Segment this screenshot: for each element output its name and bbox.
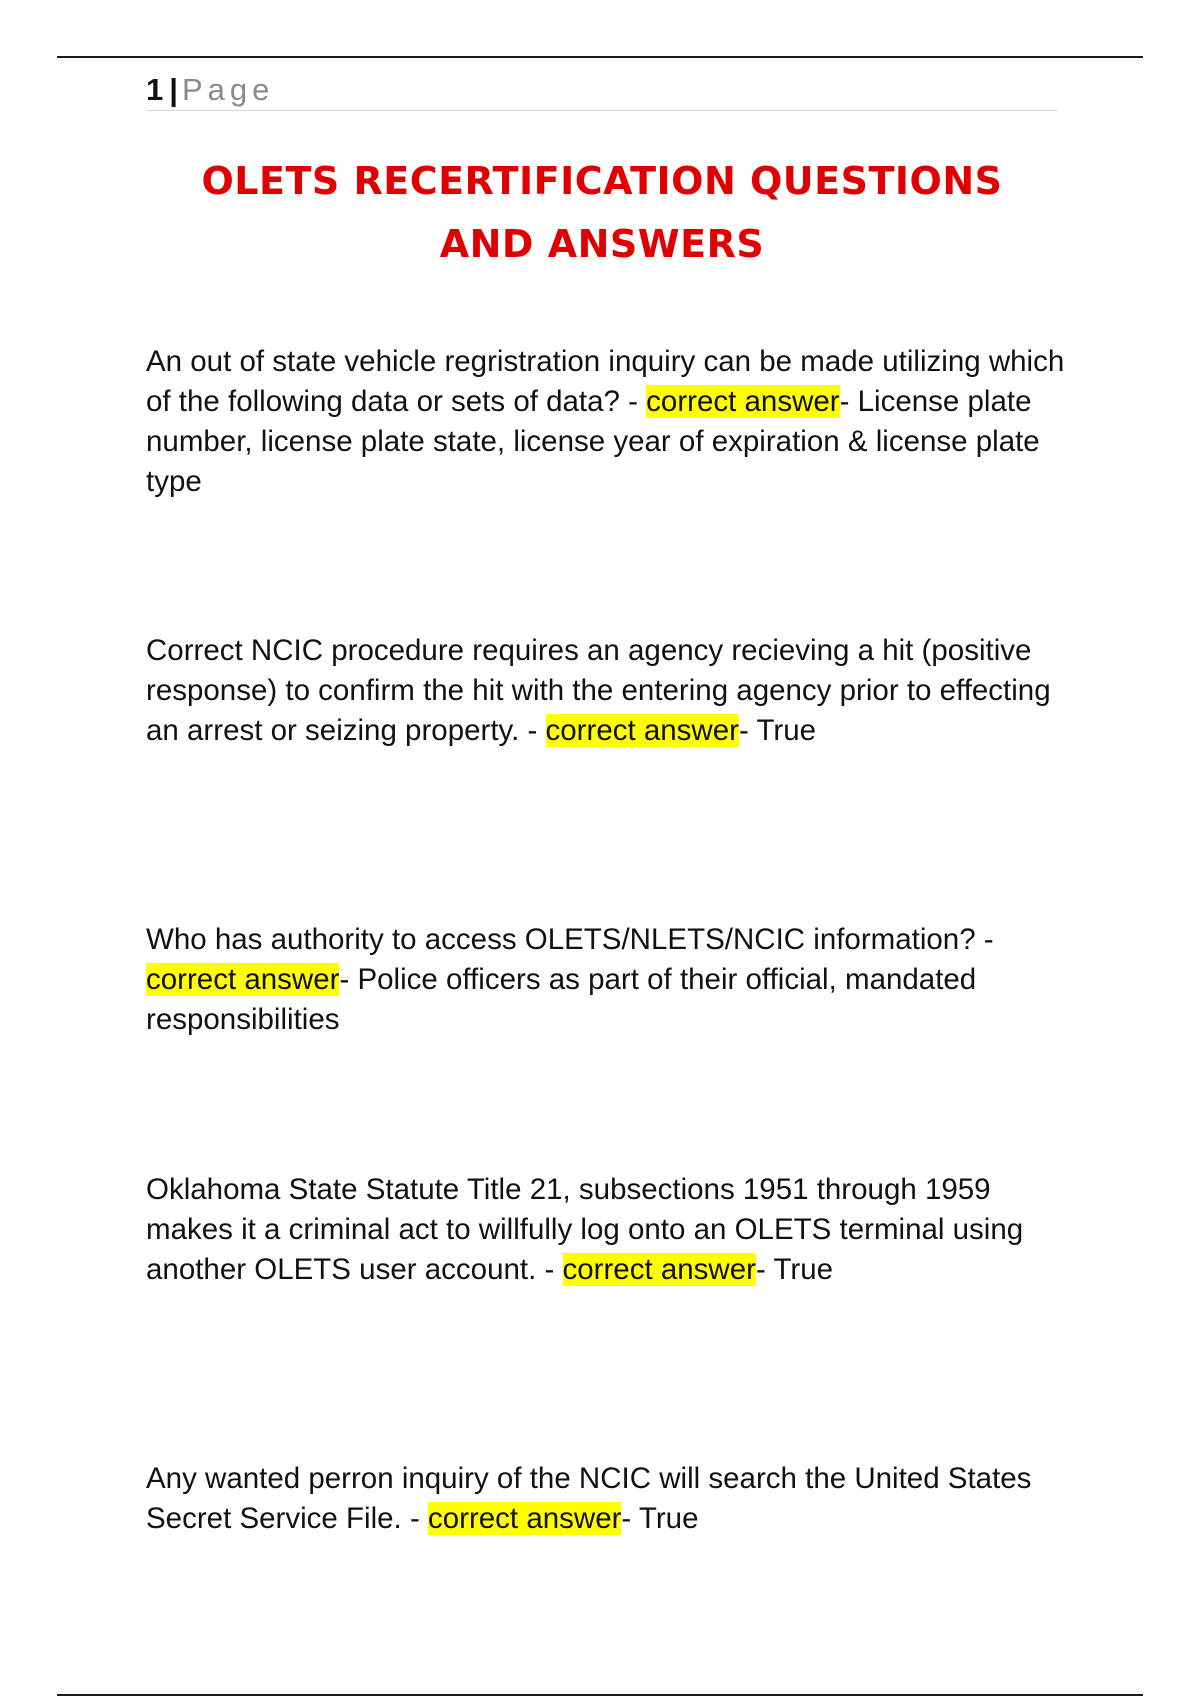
correct-answer-label: correct answer (427, 1502, 622, 1535)
question-text: Who has authority to access OLETS/NLETS/NCIC information? - (146, 923, 994, 956)
qa-item-1 (146, 342, 1066, 502)
answer-text: - Police officers as part of their official, mandated responsibilities (146, 963, 977, 1036)
correct-answer-label: correct answer (646, 385, 840, 418)
question-text: Oklahoma State Statute Title 21, subsections 1951 through 1959 makes it a criminal act to willfully log onto an OLETS terminal using another OLETS user account. - (146, 1173, 1024, 1286)
answer-text: - True (738, 714, 817, 747)
answer-text: - True (755, 1253, 834, 1286)
correct-answer-label: correct answer (146, 963, 340, 996)
answer-text: - True (621, 1502, 699, 1535)
page-number: 1 (146, 72, 164, 107)
page-separator: | (169, 72, 178, 107)
page-header (146, 70, 1058, 111)
bottom-rule (57, 1694, 1143, 1696)
qa-item-2 (146, 631, 1066, 751)
correct-answer-label: correct answer (545, 714, 739, 747)
correct-answer-label: correct answer (562, 1253, 756, 1286)
page-label: Page (181, 72, 275, 107)
qa-item-3 (146, 920, 1066, 1040)
document-title-line-1: OLETS RECERTIFICATION QUESTIONS (201, 159, 1003, 203)
top-rule (57, 56, 1143, 58)
document-title (146, 150, 1058, 276)
question-text: An out of state vehicle regristration inquiry can be made utilizing which of the following data or sets of data? - (146, 345, 1065, 418)
question-text: Any wanted perron inquiry of the NCIC will search the United States Secret Service File. - (146, 1462, 1032, 1535)
qa-item-5 (146, 1459, 1066, 1539)
question-text: Correct NCIC procedure requires an agency recieving a hit (positive response) to confirm the hit with the entering agency prior to effecting an arrest or seizing property. - (146, 634, 1051, 747)
qa-item-4 (146, 1170, 1066, 1290)
document-title-line-2: AND ANSWERS (439, 222, 765, 266)
answer-text: - License plate number, license plate state, license year of expiration & license plate type (146, 385, 1040, 498)
